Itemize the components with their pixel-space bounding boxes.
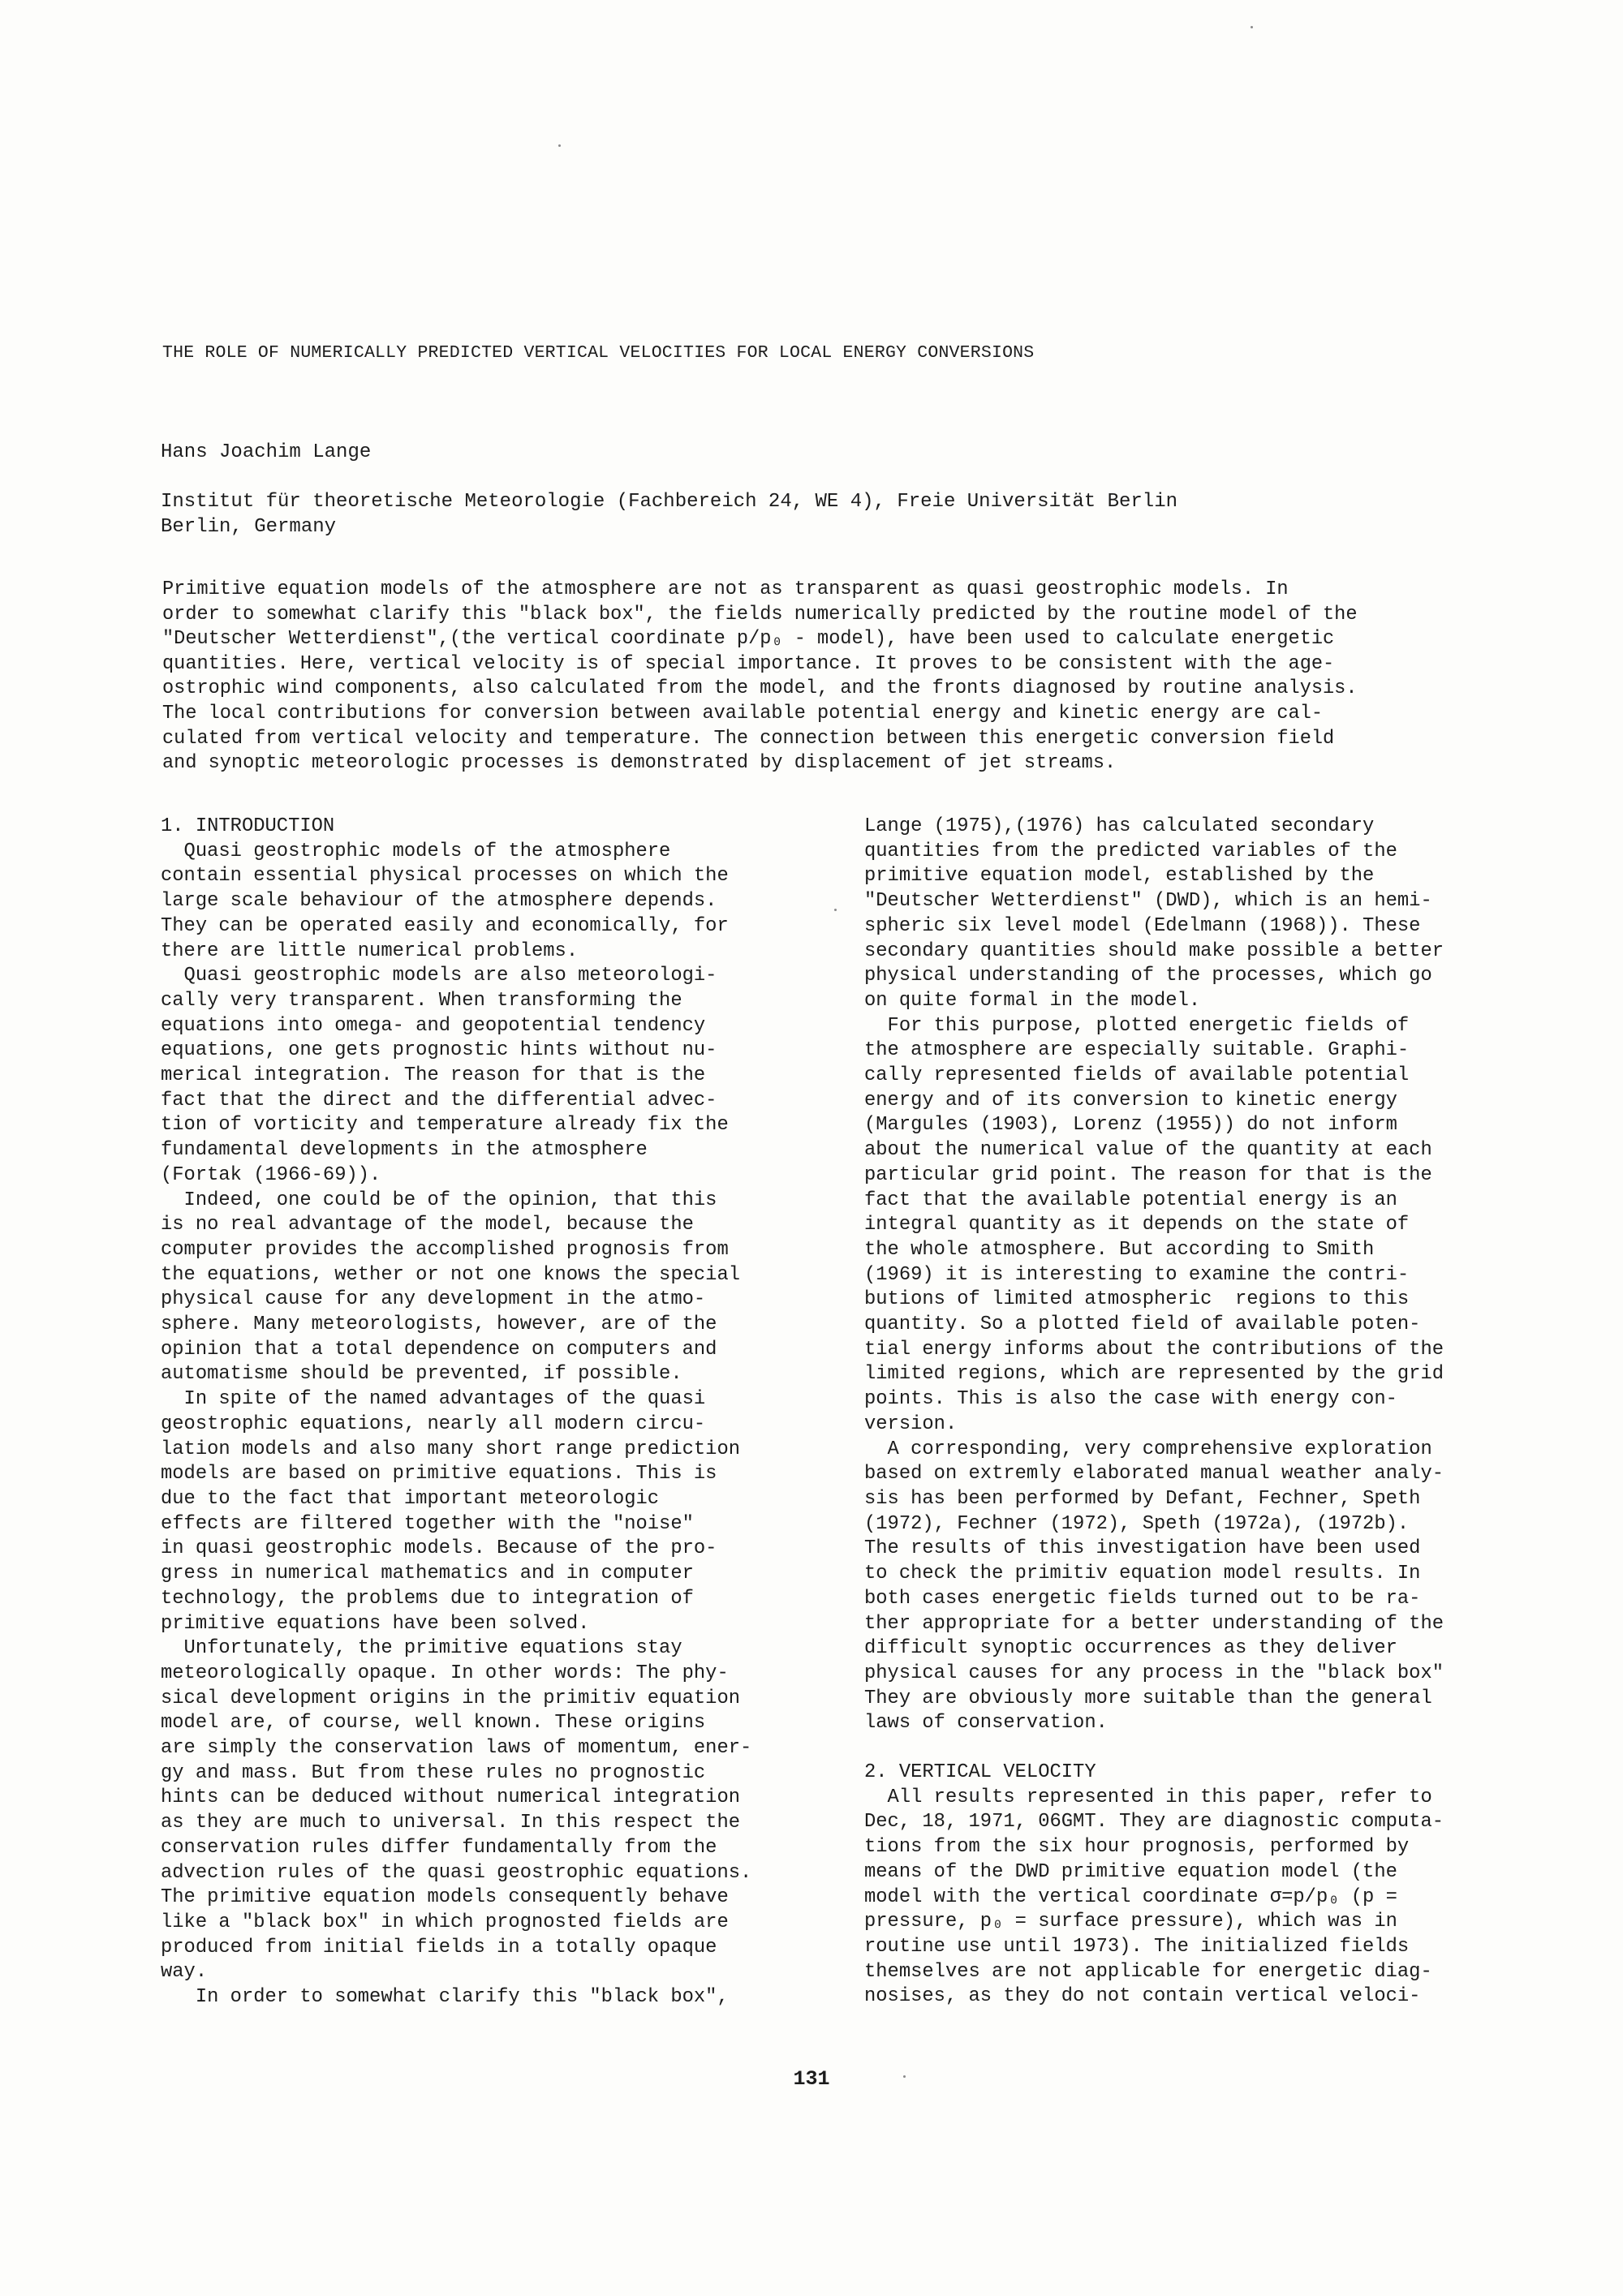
text-line: conservation rules differ fundamentally from the xyxy=(161,1836,717,1859)
text-line: merical integration. The reason for that is the xyxy=(161,1064,706,1087)
text-line: butions of limited atmospheric regions to this xyxy=(864,1288,1410,1311)
text-line: computer provides the accomplished prognosis from xyxy=(161,1238,729,1261)
abstract-line: quantities. Here, vertical velocity is of special importance. It proves to be consistent with the age- xyxy=(162,652,1335,675)
text-line: Unfortunately, the primitive equations stay xyxy=(161,1637,682,1660)
text-line: tions from the six hour prognosis, performed by xyxy=(864,1836,1410,1859)
text-line: model with the vertical coordinate σ=p/p₀ (p = xyxy=(864,1885,1397,1908)
text-line: Dec, 18, 1971, 06GMT. They are diagnostic computa- xyxy=(864,1811,1444,1834)
right-column-body-section2 xyxy=(864,1786,1489,2010)
text-line: advection rules of the quasi geostrophic equations. xyxy=(161,1861,752,1884)
text-line: models are based on primitive equations. This is xyxy=(161,1463,717,1486)
text-line: They can be operated easily and economically, for xyxy=(161,914,729,937)
text-line: For this purpose, plotted energetic fields of xyxy=(864,1014,1410,1037)
paper-title: THE ROLE OF NUMERICALLY PREDICTED VERTICAL VELOCITIES FOR LOCAL ENERGY CONVERSIONS xyxy=(162,343,1035,363)
text-line: In spite of the named advantages of the quasi xyxy=(161,1388,706,1411)
text-line: geostrophic equations, nearly all modern circu- xyxy=(161,1412,706,1435)
text-line: sical development origins in the primitiv equation xyxy=(161,1687,741,1709)
text-line: Quasi geostrophic models are also meteorologi- xyxy=(161,965,717,987)
text-line: equations, one gets prognostic hints without nu- xyxy=(161,1039,717,1062)
text-line: means of the DWD primitive equation model (the xyxy=(864,1860,1397,1883)
author-name: Hans Joachim Lange xyxy=(161,441,372,463)
text-line: lation models and also many short range prediction xyxy=(161,1438,741,1460)
text-line: secondary quantities should make possible a better xyxy=(864,939,1444,962)
right-column xyxy=(864,815,1489,2010)
scan-speck xyxy=(903,2075,906,2078)
abstract-line: Primitive equation models of the atmosphere are not as transparent as quasi geostrophic models. In xyxy=(162,578,1289,600)
text-line: integral quantity as it depends on the state of xyxy=(864,1214,1410,1236)
abstract-line: The local contributions for conversion between available potential energy and kinetic energy are cal- xyxy=(162,702,1324,724)
text-line: Quasi geostrophic models of the atmosphere xyxy=(161,840,671,862)
text-line: A corresponding, very comprehensive exploration xyxy=(864,1438,1432,1460)
abstract-line: order to somewhat clarify this "black box", the fields numerically predicted by the routine model of the xyxy=(162,603,1358,626)
text-line: produced from initial fields in a totally opaque xyxy=(161,1936,717,1958)
text-line: there are little numerical problems. xyxy=(161,939,579,962)
text-line: All results represented in this paper, refer to xyxy=(864,1786,1432,1808)
text-line: the equations, wether or not one knows the special xyxy=(161,1263,741,1286)
text-line: Lange (1975),(1976) has calculated secondary xyxy=(864,815,1375,837)
text-line: tial energy informs about the contributions of the xyxy=(864,1338,1444,1361)
text-line: both cases energetic fields turned out to be ra- xyxy=(864,1587,1421,1610)
text-line: nosises, as they do not contain vertical veloci- xyxy=(864,1985,1421,2008)
text-line: Indeed, one could be of the opinion, that this xyxy=(161,1189,717,1211)
text-line: the whole atmosphere. But according to Smith xyxy=(864,1238,1375,1261)
text-line: (Margules (1903), Lorenz (1955)) do not inform xyxy=(864,1114,1397,1137)
text-line: laws of conservation. xyxy=(864,1712,1108,1735)
text-line: cally represented fields of available potential xyxy=(864,1064,1410,1087)
text-line: quantity. So a plotted field of available poten- xyxy=(864,1314,1421,1336)
right-column-body xyxy=(864,815,1489,1736)
text-line: sis has been performed by Defant, Fechner, Speth xyxy=(864,1487,1421,1510)
text-line: fact that the direct and the differential advec- xyxy=(161,1089,717,1111)
text-line: to check the primitiv equation model results. In xyxy=(864,1563,1421,1585)
text-line: model are, of course, well known. These origins xyxy=(161,1712,706,1735)
text-line: the atmosphere are especially suitable. Graphi- xyxy=(864,1039,1410,1062)
affiliation-institute: Institut für theoretische Meteorologie (Fachbereich 24, WE 4), Freie Universität Berlin xyxy=(161,491,1178,513)
text-line: primitive equation model, established by the xyxy=(864,865,1375,888)
text-line: (1972), Fechner (1972), Speth (1972a), (1972b). xyxy=(864,1512,1410,1535)
text-line: fact that the available potential energy is an xyxy=(864,1189,1397,1211)
text-line: meteorologically opaque. In other words: The phy- xyxy=(161,1662,729,1684)
affiliation xyxy=(161,490,1177,540)
text-line: in quasi geostrophic models. Because of the pro- xyxy=(161,1537,717,1560)
affiliation-city: Berlin, Germany xyxy=(161,515,337,538)
text-line: version. xyxy=(864,1412,958,1435)
text-line: like a "black box" in which prognosted fields are xyxy=(161,1911,729,1933)
text-line: primitive equations have been solved. xyxy=(161,1612,590,1635)
text-line: technology, the problems due to integration of xyxy=(161,1587,694,1610)
abstract-line: ostrophic wind components, also calculated from the model, and the fronts diagnosed by routine analysis. xyxy=(162,677,1358,700)
text-line: sphere. Many meteorologists, however, are of the xyxy=(161,1314,717,1336)
text-line: tion of vorticity and temperature already fix the xyxy=(161,1114,729,1137)
text-line: on quite formal in the model. xyxy=(864,989,1201,1012)
text-line: hints can be deduced without numerical integration xyxy=(161,1786,741,1809)
text-line: ther appropriate for a better understanding of the xyxy=(864,1612,1444,1635)
text-line: themselves are not applicable for energetic diag- xyxy=(864,1960,1432,1983)
scan-speck xyxy=(834,909,837,911)
page-number: 131 xyxy=(793,2067,830,2091)
text-line: spheric six level model (Edelmann (1968)). These xyxy=(864,914,1421,937)
text-line: gy and mass. But from these rules no prognostic xyxy=(161,1761,706,1784)
text-line: opinion that a total dependence on computers and xyxy=(161,1338,717,1361)
text-line: pressure, p₀ = surface pressure), which was in xyxy=(864,1911,1397,1933)
abstract-line: "Deutscher Wetterdienst",(the vertical coordinate p/p₀ - model), have been used to calculate energetic xyxy=(162,628,1335,651)
text-line: cally very transparent. When transforming the xyxy=(161,989,682,1012)
text-line: fundamental developments in the atmosphere xyxy=(161,1139,648,1162)
abstract-line: and synoptic meteorologic processes is demonstrated by displacement of jet streams. xyxy=(162,752,1117,775)
text-line: effects are filtered together with the "noise" xyxy=(161,1512,694,1535)
text-line: contain essential physical processes on which the xyxy=(161,865,729,888)
text-line: due to the fact that important meteorologic xyxy=(161,1487,660,1510)
text-line: automatisme should be prevented, if possible. xyxy=(161,1363,682,1386)
text-line: energy and of its conversion to kinetic energy xyxy=(864,1089,1397,1111)
text-line: routine use until 1973). The initialized fields xyxy=(864,1935,1410,1958)
text-line: physical understanding of the processes, which go xyxy=(864,965,1432,987)
text-line: large scale behaviour of the atmosphere depends. xyxy=(161,890,717,913)
abstract-line: culated from vertical velocity and temperature. The connection between this energetic conversion field xyxy=(162,727,1335,750)
scan-speck xyxy=(1251,26,1253,28)
text-line: based on extremly elaborated manual weather analy- xyxy=(864,1463,1444,1486)
text-line: way. xyxy=(161,1961,208,1984)
text-line: about the numerical value of the quantity at each xyxy=(864,1139,1432,1162)
text-line: limited regions, which are represented by the grid xyxy=(864,1363,1444,1386)
text-line: (1969) it is interesting to examine the contri- xyxy=(864,1263,1410,1286)
text-line: are simply the conservation laws of momentum, ener- xyxy=(161,1737,752,1760)
abstract xyxy=(162,578,1479,776)
left-column xyxy=(161,815,794,2010)
text-line: In order to somewhat clarify this "black box", xyxy=(161,1986,729,2009)
text-line: quantities from the predicted variables of the xyxy=(864,840,1397,862)
text-line: particular grid point. The reason for that is the xyxy=(864,1163,1432,1186)
text-line: gress in numerical mathematics and in computer xyxy=(161,1563,694,1585)
text-line: They are obviously more suitable than the general xyxy=(864,1687,1432,1709)
text-line: is no real advantage of the model, because the xyxy=(161,1214,694,1236)
text-line: physical causes for any process in the "black box" xyxy=(864,1662,1444,1684)
text-line: (Fortak (1966-69)). xyxy=(161,1163,381,1186)
text-line: physical cause for any development in the atmo- xyxy=(161,1288,706,1311)
text-line: points. This is also the case with energy con- xyxy=(864,1388,1397,1411)
left-column-body xyxy=(161,840,794,2010)
text-line: The results of this investigation have been used xyxy=(864,1537,1421,1560)
text-line: as they are much to universal. In this respect the xyxy=(161,1812,741,1834)
text-line: The primitive equation models consequently behave xyxy=(161,1886,729,1909)
text-line: difficult synoptic occurrences as they deliver xyxy=(864,1637,1397,1660)
text-line: "Deutscher Wetterdienst" (DWD), which is an hemi- xyxy=(864,890,1432,913)
scan-speck xyxy=(558,144,561,147)
section-heading-vertical-velocity: 2. VERTICAL VELOCITY xyxy=(864,1761,1096,1784)
section-heading-introduction: 1. INTRODUCTION xyxy=(161,815,335,837)
text-line: equations into omega- and geopotential tendency xyxy=(161,1014,706,1037)
